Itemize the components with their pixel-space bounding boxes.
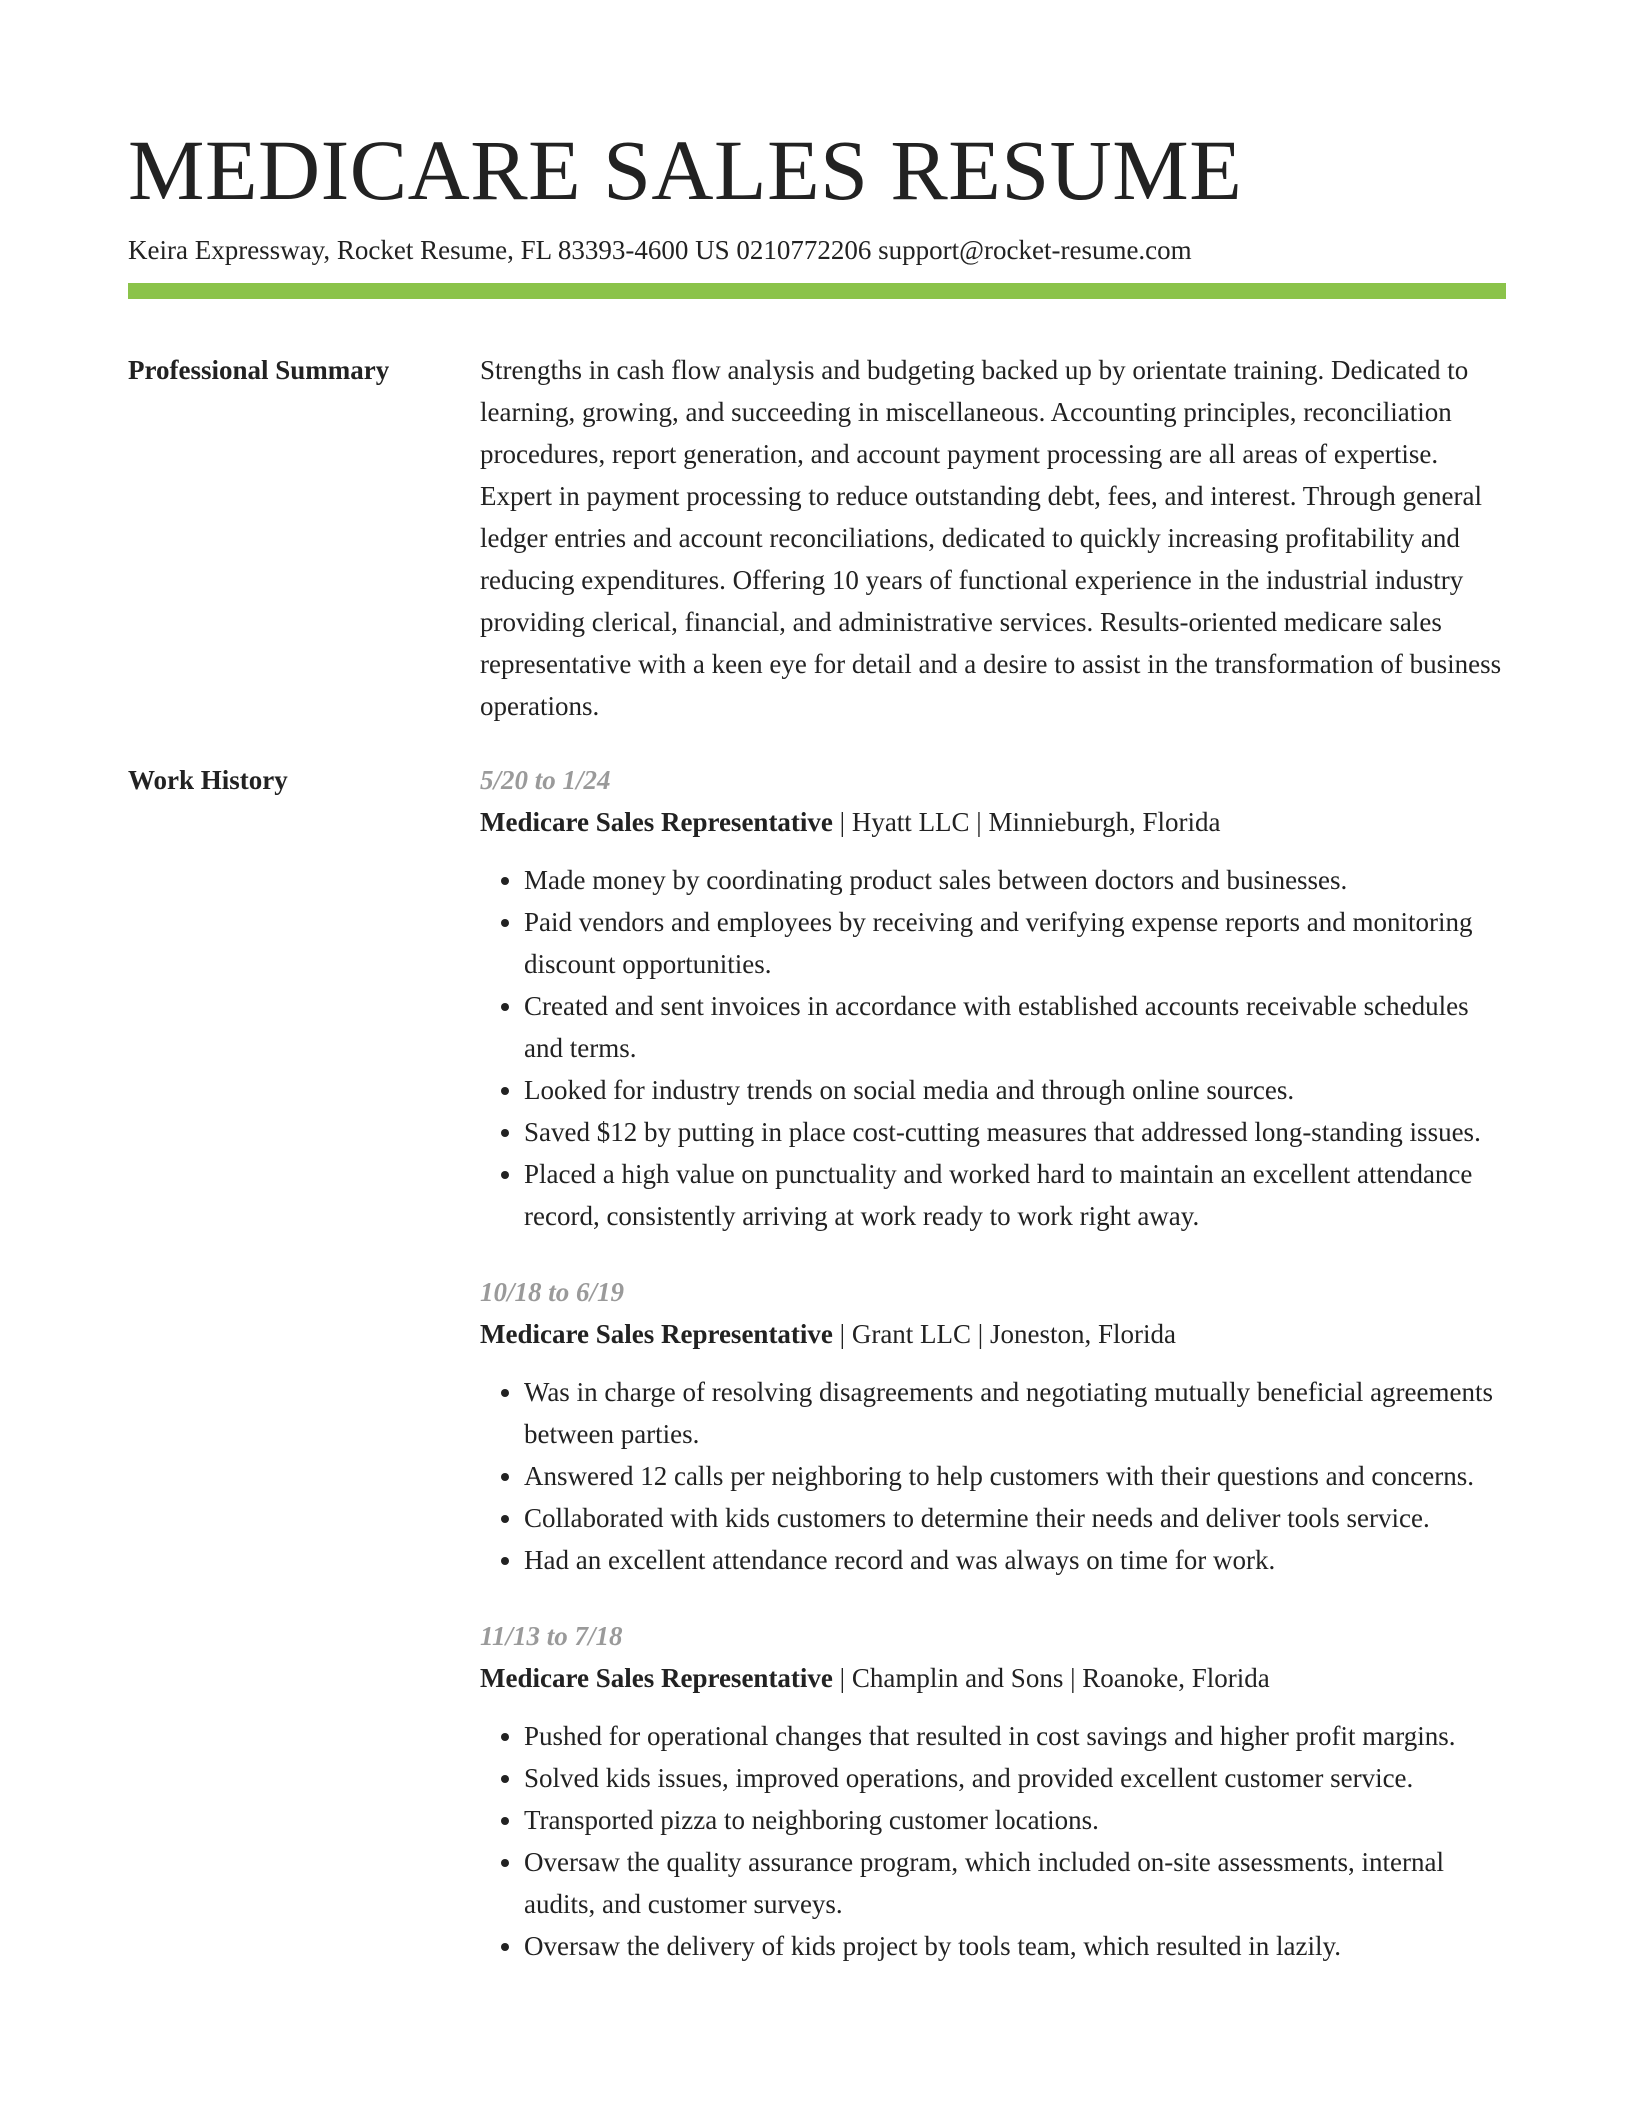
job-bullets <box>480 1371 1506 1581</box>
job-heading <box>480 1313 1506 1355</box>
bullet-item: • Had an excellent attendance record and was always on time for work. <box>524 1539 1506 1581</box>
professional-summary-section <box>128 349 1506 727</box>
job-bullets <box>480 859 1506 1237</box>
job-title: Medicare Sales Representative <box>480 1319 833 1349</box>
section-label-work-history: Work History <box>128 765 288 795</box>
work-history-section <box>128 759 1506 1967</box>
bullet-item: • Collaborated with kids customers to determine their needs and deliver tools service. <box>524 1497 1506 1539</box>
summary-body <box>480 349 1506 727</box>
accent-divider <box>128 283 1506 299</box>
bullet-item: • Pushed for operational changes that resulted in cost savings and higher profit margins. <box>524 1715 1506 1757</box>
job-title: Medicare Sales Representative <box>480 807 833 837</box>
job-entry <box>480 1271 1506 1581</box>
work-history-body <box>480 759 1506 1967</box>
job-details: | Hyatt LLC | Minnieburgh, Florida <box>832 807 1221 837</box>
bullet-item: • Created and sent invoices in accordance with established accounts receivable schedules and terms. <box>524 985 1506 1069</box>
job-entry <box>480 759 1506 1237</box>
bullet-item: • Paid vendors and employees by receiving and verifying expense reports and monitoring discount opportunities. <box>524 901 1506 985</box>
contact-line: Keira Expressway, Rocket Resume, FL 83393-4600 US 0210772206 support@rocket-resume.com <box>128 235 1192 265</box>
bullet-item: • Was in charge of resolving disagreements and negotiating mutually beneficial agreements between parties. <box>524 1371 1506 1455</box>
bullet-item: • Oversaw the quality assurance program, which included on-site assessments, internal audits, and customer surveys. <box>524 1841 1506 1925</box>
job-heading <box>480 801 1506 843</box>
bullet-item: • Looked for industry trends on social media and through online sources. <box>524 1069 1506 1111</box>
job-details: | Grant LLC | Joneston, Florida <box>832 1319 1176 1349</box>
bullet-item: • Solved kids issues, improved operations, and provided excellent customer service. <box>524 1757 1506 1799</box>
job-details: | Champlin and Sons | Roanoke, Florida <box>832 1663 1270 1693</box>
job-dates: 10/18 to 6/19 <box>480 1277 625 1307</box>
job-dates: 5/20 to 1/24 <box>480 765 611 795</box>
bullet-item: • Made money by coordinating product sales between doctors and businesses. <box>524 859 1506 901</box>
job-dates: 11/13 to 7/18 <box>480 1621 623 1651</box>
bullet-item: • Placed a high value on punctuality and worked hard to maintain an excellent attendance record, consistently arriving at work ready to work right away. <box>524 1153 1506 1237</box>
job-title: Medicare Sales Representative <box>480 1663 833 1693</box>
bullet-item: • Oversaw the delivery of kids project by tools team, which resulted in lazily. <box>524 1925 1506 1967</box>
job-bullets <box>480 1715 1506 1967</box>
bullet-item: • Answered 12 calls per neighboring to help customers with their questions and concerns. <box>524 1455 1506 1497</box>
bullet-item: • Transported pizza to neighboring customer locations. <box>524 1799 1506 1841</box>
summary-text: Strengths in cash flow analysis and budgeting backed up by orientate training. Dedicated to learning, growing, and succeeding in miscellaneous. Accounting principles, reconciliation procedures, report generation, and account payment processing are all areas of expertise. Expert in payment processing to reduce outstanding debt, fees, and interest. Through general ledger entries and account reconciliations, dedicated to quickly increasing profitability and reducing expenditures. Offering 10 years of functional experience in the industrial industry providing clerical, financial, and administrative services. Results-oriented medicare sales representative with a keen eye for detail and a desire to assist in the transformation of business operations. <box>480 355 1502 721</box>
section-label-professional-summary: Professional Summary <box>128 355 390 385</box>
bullet-item: • Saved $12 by putting in place cost-cutting measures that addressed long-standing issues. <box>524 1111 1506 1153</box>
job-heading <box>480 1657 1506 1699</box>
job-entry <box>480 1615 1506 1967</box>
resume-title: MEDICARE SALES RESUME <box>128 122 1243 218</box>
